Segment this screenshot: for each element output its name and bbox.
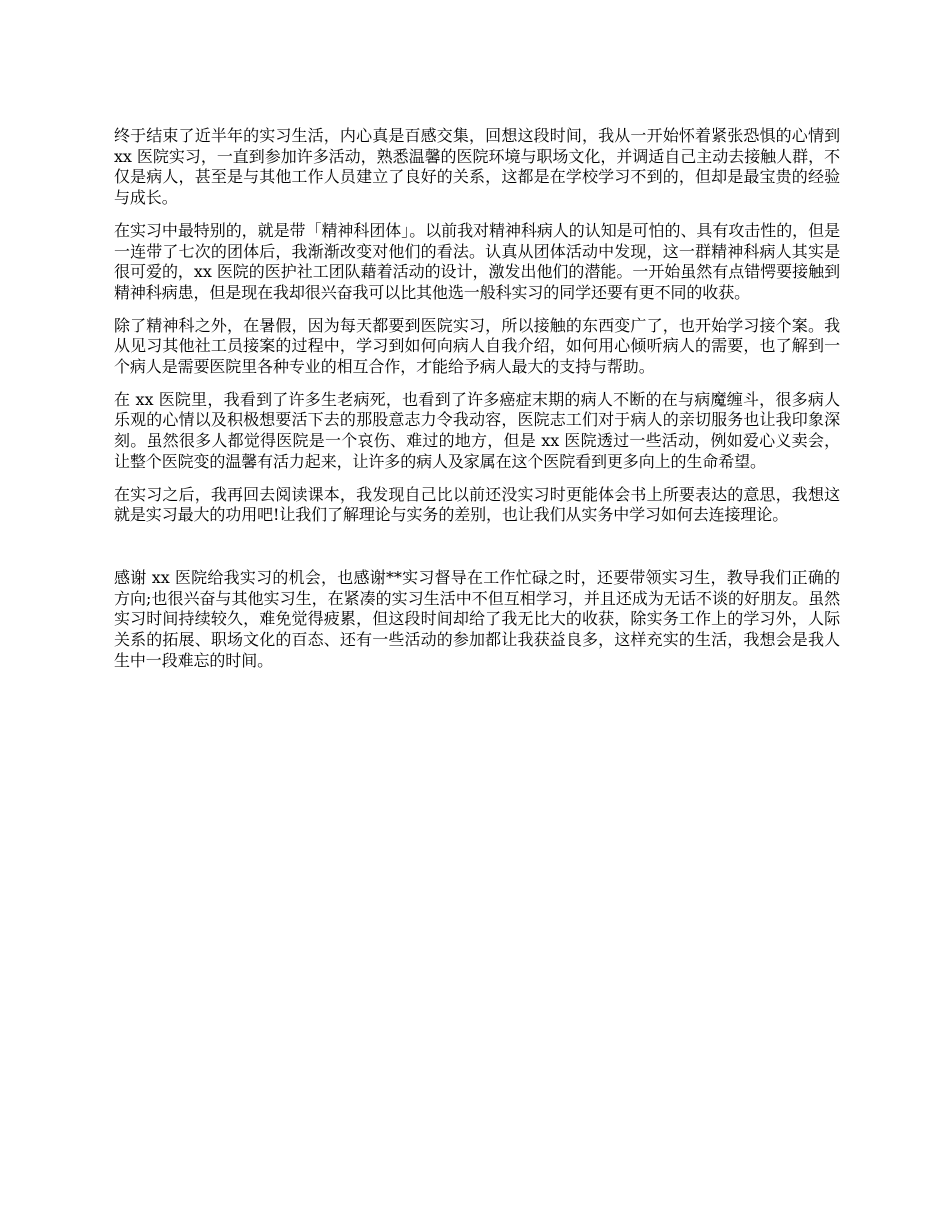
paragraph-gap <box>114 538 840 568</box>
paragraph-2: 在实习中最特别的，就是带「精神科团体」。以前我对精神科病人的认知是可怕的、具有攻击性的，但是一连带了七次的团体后，我渐渐改变对他们的看法。认真从团体活动中发现，这一群精神科病人其实是很可爱的，xx 医院的医护社工团队藉着活动的设计，激发出他们的潜能。一开始虽然有点错愕要接触到精神科病患，但是现在我却很兴奋我可以比其他选一般科实习的同学还要有更不同的收获。 <box>114 220 840 302</box>
document-body <box>114 126 840 683</box>
paragraph-4: 在 xx 医院里，我看到了许多生老病死，也看到了许多癌症末期的病人不断的在与病魔缠斗，很多病人乐观的心情以及积极想要活下去的那股意志力令我动容，医院志工们对于病人的亲切服务也让我印象深刻。虽然很多人都觉得医院是一个哀伤、难过的地方，但是 xx 医院透过一些活动，例如爱心义卖会，让整个医院变的温馨有活力起来，让许多的病人及家属在这个医院看到更多向上的生命希望。 <box>114 389 840 471</box>
paragraph-1: 终于结束了近半年的实习生活，内心真是百感交集，回想这段时间，我从一开始怀着紧张恐惧的心情到 xx 医院实习，一直到参加许多活动，熟悉温馨的医院环境与职场文化，并调适自己主动去接触人群，不仅是病人，甚至是与其他工作人员建立了良好的关系，这都是在学校学习不到的，但却是最宝贵的经验与成长。 <box>114 126 840 208</box>
paragraph-5: 在实习之后，我再回去阅读课本，我发现自己比以前还没实习时更能体会书上所要表达的意思，我想这就是实习最大的功用吧!让我们了解理论与实务的差别，也让我们从实务中学习如何去连接理论。 <box>114 484 840 525</box>
paragraph-6: 感谢 xx 医院给我实习的机会，也感谢**实习督导在工作忙碌之时，还要带领实习生，教导我们正确的方向;也很兴奋与其他实习生，在紧凑的实习生活中不但互相学习，并且还成为无话不谈的好朋友。虽然实习时间持续较久，难免觉得疲累，但这段时间却给了我无比大的收获，除实务工作上的学习外，人际关系的拓展、职场文化的百态、还有一些活动的参加都让我获益良多，这样充实的生活，我想会是我人生中一段难忘的时间。 <box>114 567 840 670</box>
paragraph-3: 除了精神科之外，在暑假，因为每天都要到医院实习，所以接触的东西变广了，也开始学习接个案。我从见习其他社工员接案的过程中，学习到如何向病人自我介绍，如何用心倾听病人的需要，也了解到一个病人是需要医院里各种专业的相互合作，才能给予病人最大的支持与帮助。 <box>114 315 840 377</box>
